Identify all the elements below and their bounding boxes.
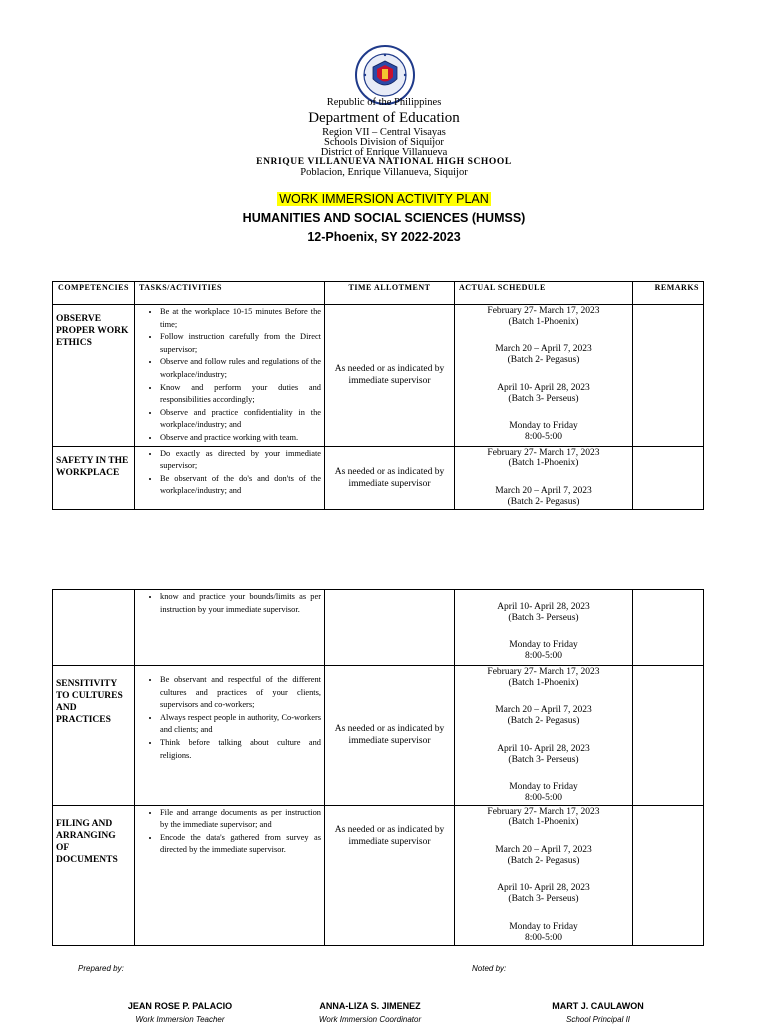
schedule-batch1-name: (Batch 1-Phoenix) <box>508 817 579 828</box>
schedule-batch2-dates: March 20 – April 7, 2023 <box>495 705 592 716</box>
header-tasks: TASKS/ACTIVITIES <box>135 282 325 305</box>
noted-by-label: Noted by: <box>472 964 507 973</box>
competency-cell: FILING AND ARRANGING OF DOCUMENTS <box>53 805 135 945</box>
schedule-batch2-name: (Batch 2- Pegasus) <box>507 716 580 727</box>
header-schedule: ACTUAL SCHEDULE <box>455 282 633 305</box>
remarks-cell <box>633 446 704 509</box>
school-address: Poblacion, Enrique Villanueva, Siquijor <box>300 167 468 178</box>
schedule-hours: 8:00-5:00 <box>525 651 562 662</box>
signatory-name: MART J. CAULAWON <box>552 1001 644 1011</box>
schedule-batch3-dates: April 10- April 28, 2023 <box>497 382 590 393</box>
schedule-hours: 8:00-5:00 <box>525 932 562 943</box>
schedule-batch3-dates: April 10- April 28, 2023 <box>497 883 590 894</box>
department-name: Department of Education <box>308 110 460 126</box>
plan-section: 12-Phoenix, SY 2022-2023 <box>307 230 461 244</box>
schedule-batch1-dates: February 27- March 17, 2023 <box>487 447 600 458</box>
schedule-batch2-name: (Batch 2- Pegasus) <box>507 496 580 507</box>
plan-title: WORK IMMERSION ACTIVITY PLAN <box>279 192 489 206</box>
competency-cell: SAFETY IN THE WORKPLACE <box>53 446 135 509</box>
prepared-by-label: Prepared by: <box>78 964 124 973</box>
task-item: • know and practice your bounds/limits as per instruction by your immediate supervisor. <box>160 591 321 616</box>
schedule-batch2-dates: March 20 – April 7, 2023 <box>495 344 592 355</box>
signatory-position: School Principal II <box>565 1015 631 1024</box>
time-allotment-cell: As needed or as indicated by immediate supervisor <box>325 666 455 806</box>
schedule-batch2-dates: March 20 – April 7, 2023 <box>495 485 592 496</box>
table-row <box>53 666 704 806</box>
schedule-batch1-name: (Batch 1-Phoenix) <box>508 677 579 688</box>
signatory-position: Work Immersion Coordinator <box>318 1015 422 1024</box>
schedule-batch3-dates: April 10- April 28, 2023 <box>497 743 590 754</box>
competency-cell <box>53 590 135 666</box>
tasks-cell <box>135 446 325 509</box>
district-line: District of Enrique Villanueva <box>320 147 448 158</box>
schedule-batch3-name: (Batch 3- Perseus) <box>508 754 579 765</box>
time-allotment-cell: As needed or as indicated by immediate supervisor <box>325 446 455 509</box>
schedule-days: Monday to Friday <box>509 782 578 793</box>
region-line: Region VII – Central Visayas <box>322 127 446 138</box>
task-item: • Observe and follow rules and regulations of the workplace/industry; <box>160 356 321 381</box>
schedule-days: Monday to Friday <box>509 921 578 932</box>
schedule-batch1-name: (Batch 1-Phoenix) <box>508 316 579 327</box>
table-row <box>53 446 704 509</box>
task-item: • Think before talking about culture and religions. <box>160 737 321 762</box>
table-row <box>53 305 704 447</box>
remarks-cell <box>633 666 704 806</box>
school-name: ENRIQUE VILLANUEVA NATIONAL HIGH SCHOOL <box>256 157 512 167</box>
task-item: • Encode the data's gathered from survey as directed by the immediate supervisor. <box>160 832 321 857</box>
schedule-hours: 8:00-5:00 <box>525 431 562 442</box>
table-row <box>53 590 704 666</box>
schedule-hours: 8:00-5:00 <box>525 792 562 803</box>
time-allotment-cell: As needed or as indicated by immediate supervisor <box>325 305 455 447</box>
signatory-name: JEAN ROSE P. PALACIO <box>127 1001 233 1011</box>
remarks-cell <box>633 590 704 666</box>
schedule-days: Monday to Friday <box>509 421 578 432</box>
task-item: • File and arrange documents as per instruction by the immediate supervisor; and <box>160 807 321 832</box>
schedule-batch1-dates: February 27- March 17, 2023 <box>487 806 600 817</box>
remarks-cell <box>633 305 704 447</box>
schedule-batch1-dates: February 27- March 17, 2023 <box>487 306 600 316</box>
schedule-batch3-name: (Batch 3- Perseus) <box>508 612 579 623</box>
task-item: • Observe and practice working with team. <box>160 432 321 445</box>
signatory-position: Work Immersion Teacher <box>135 1015 225 1024</box>
signatory-name: ANNA-LIZA S. JIMENEZ <box>319 1001 421 1011</box>
task-item: • Be observant and respectful of the different cultures and practices of your clients, supervisors and co-workers; <box>160 674 321 712</box>
schedule-batch2-name: (Batch 2- Pegasus) <box>507 855 580 866</box>
schedule-batch1-name: (Batch 1-Phoenix) <box>508 458 579 469</box>
activity-table-part-2 <box>52 589 704 946</box>
tasks-cell <box>135 590 325 666</box>
task-item: • Do exactly as directed by your immediate supervisor; <box>160 448 321 473</box>
time-allotment-cell: As needed or as indicated by immediate supervisor <box>325 805 455 945</box>
schedule-batch1-dates: February 27- March 17, 2023 <box>487 667 600 677</box>
tasks-cell <box>135 666 325 806</box>
republic-line: Republic of the Philippines <box>326 97 442 108</box>
time-allotment-cell <box>325 590 455 666</box>
schedule-batch3-dates: April 10- April 28, 2023 <box>497 602 590 612</box>
competency-cell: SENSITIVITY TO CULTURES AND PRACTICES <box>53 666 135 806</box>
task-item: • Follow instruction carefully from the Direct supervisor; <box>160 331 321 356</box>
schedule-batch3-name: (Batch 3- Perseus) <box>508 393 579 404</box>
schedule-cell <box>455 446 633 509</box>
task-item: • Observe and practice confidentiality in the workplace/industry; and <box>160 407 321 432</box>
table-header-row <box>53 282 704 305</box>
schedule-batch2-name: (Batch 2- Pegasus) <box>507 355 580 366</box>
header-time: TIME ALLOTMENT <box>325 282 455 305</box>
task-item: • Know and perform your duties and responsibilities accordingly; <box>160 382 321 407</box>
schedule-batch2-dates: March 20 – April 7, 2023 <box>495 845 592 856</box>
tasks-cell <box>135 805 325 945</box>
competency-cell: OBSERVE PROPER WORK ETHICS <box>53 305 135 447</box>
schedule-cell <box>455 590 633 666</box>
schedule-cell <box>455 805 633 945</box>
task-item: • Be observant of the do's and don'ts of the workplace/industry; and <box>160 473 321 498</box>
tasks-cell <box>135 305 325 447</box>
schedule-days: Monday to Friday <box>509 640 578 651</box>
header-competencies: COMPETENCIES <box>53 282 135 305</box>
schedule-cell <box>455 305 633 447</box>
table-row <box>53 805 704 945</box>
plan-strand: HUMANITIES AND SOCIAL SCIENCES (HUMSS) <box>242 211 526 225</box>
remarks-cell <box>633 805 704 945</box>
header-remarks: REMARKS <box>633 282 704 305</box>
schedule-cell <box>455 666 633 806</box>
task-item: • Be at the workplace 10-15 minutes Before the time; <box>160 306 321 331</box>
task-item: • Always respect people in authority, Co-workers and clients; and <box>160 712 321 737</box>
deped-seal-logo <box>355 45 415 105</box>
activity-table-part-1 <box>52 281 704 510</box>
division-line: Schools Division of Siquijor <box>324 137 444 148</box>
schedule-batch3-name: (Batch 3- Perseus) <box>508 894 579 905</box>
